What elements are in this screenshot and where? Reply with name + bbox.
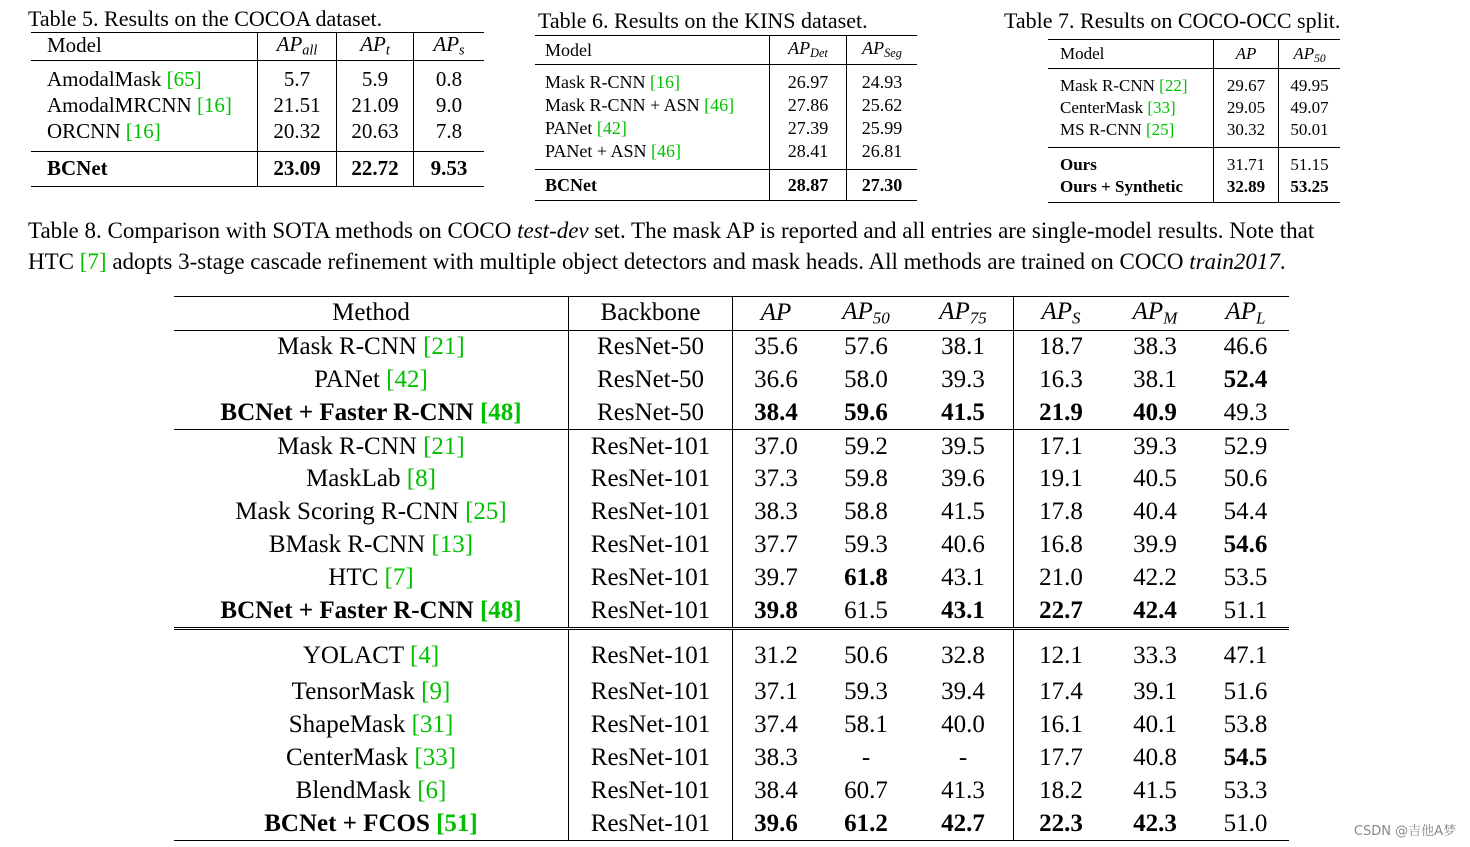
table-row: PANet + ASN [46] 28.41 26.81 [535, 140, 917, 170]
table7-caption: Table 7. Results on COCO-OCC split. [1004, 8, 1341, 33]
table7-ours-synthetic-row: Ours + Synthetic 32.89 53.25 [1048, 176, 1340, 203]
table6-header: Model $AP_{Det}$ $AP_{Seg}$ [535, 36, 917, 65]
table8-caption-line1: Table 8. Comparison with SOTA methods on COCO test-dev set. The mask AP is reported and all entries are single-model results. Note that [28, 218, 1315, 243]
table-row: HTC [7] ResNet-101 39.7 61.8 43.1 21.0 42.2 53.5 [174, 561, 1289, 594]
watermark: CSDN @吉他A梦 [1353, 824, 1456, 839]
table-row: TensorMask [9] ResNet-101 37.1 59.3 39.4 17.4 39.1 51.6 [174, 676, 1289, 709]
table-row: ORCNN [16] 20.32 20.63 7.8 [31, 119, 484, 152]
header-method: Method [174, 297, 569, 331]
table-row: MS R-CNN [25] 30.32 50.01 [1048, 119, 1340, 148]
table-row: AmodalMRCNN [16] 21.51 21.09 9.0 [31, 93, 484, 119]
table5-ours-row: BCNet 23.09 22.72 9.53 [31, 151, 484, 186]
table-row: PANet [42] 27.39 25.99 [535, 117, 917, 140]
table7-header: Model AP $AP_{50}$ [1048, 40, 1340, 69]
table5-header-ap-s: $AP_s$ [414, 32, 485, 60]
header-ap50: $AP_{50}$ [819, 297, 913, 331]
table-row: Mask Scoring R-CNN [25] ResNet-101 38.3 58.8 41.5 17.8 40.4 54.4 [174, 496, 1289, 529]
table-row: Mask R-CNN [22] 29.67 49.95 [1048, 69, 1340, 98]
table-row: BCNet + FCOS [51] ResNet-101 39.6 61.2 42.7 22.3 42.3 51.0 [174, 807, 1289, 840]
header-ap: AP [733, 297, 820, 331]
table8-header [174, 297, 1289, 331]
table-row: CenterMask [33] 29.05 49.07 [1048, 97, 1340, 119]
table-row: BCNet + Faster R-CNN [48] ResNet-101 39.8 61.5 43.1 22.7 42.4 51.1 [174, 594, 1289, 628]
table-row: Mask R-CNN [16] 26.97 24.93 [535, 65, 917, 95]
table-row: Mask R-CNN [21] ResNet-50 35.6 57.6 38.1 18.7 38.3 46.6 [174, 330, 1289, 363]
table5-header [31, 32, 484, 60]
table7 [1048, 40, 1340, 203]
table5-header-ap-t: $AP_t$ [337, 32, 414, 60]
table-row: PANet [42] ResNet-50 36.6 58.0 39.3 16.3 38.1 52.4 [174, 364, 1289, 397]
table6-caption: Table 6. Results on the KINS dataset. [538, 8, 868, 33]
header-aps: $AP_S$ [1014, 297, 1109, 331]
table-row: MaskLab [8] ResNet-101 37.3 59.8 39.6 19.1 40.5 50.6 [174, 463, 1289, 496]
table-row: ShapeMask [31] ResNet-101 37.4 58.1 40.0 16.1 40.1 53.8 [174, 709, 1289, 742]
table-row: Mask R-CNN [21] ResNet-101 37.0 59.2 39.5 17.1 39.3 52.9 [174, 430, 1289, 463]
header-backbone: Backbone [569, 297, 733, 331]
table-row: BlendMask [6] ResNet-101 38.4 60.7 41.3 18.2 41.5 53.3 [174, 774, 1289, 807]
table-row: CenterMask [33] ResNet-101 38.3 - - 17.7 40.8 54.5 [174, 742, 1289, 775]
table6 [535, 36, 917, 201]
table8-caption-line2: HTC [7] adopts 3-stage cascade refinement with multiple object detectors and mask heads. All methods are trained on COCO train2017. [28, 249, 1286, 274]
table5-header-ap-all: $AP_{all}$ [258, 32, 337, 60]
table-row: BCNet + Faster R-CNN [48] ResNet-50 38.4 59.6 41.5 21.9 40.9 49.3 [174, 396, 1289, 429]
table7-ours-row: Ours 31.71 51.15 [1048, 148, 1340, 177]
table8 [174, 296, 1289, 841]
header-ap75: $AP_{75}$ [913, 297, 1014, 331]
table6-ours-row: BCNet 28.87 27.30 [535, 170, 917, 201]
table5 [31, 32, 484, 187]
table5-caption: Table 5. Results on the COCOA dataset. [28, 6, 383, 31]
table-row: BMask R-CNN [13] ResNet-101 37.7 59.3 40.6 16.8 39.9 54.6 [174, 529, 1289, 562]
header-apm: $AP_M$ [1108, 297, 1202, 331]
table5-header-model: Model [47, 33, 102, 58]
table-row: Mask R-CNN + ASN [46] 27.86 25.62 [535, 94, 917, 117]
table-row: AmodalMask [65] 5.7 5.9 0.8 [31, 60, 484, 93]
table-row: YOLACT [4] ResNet-101 31.2 50.6 32.8 12.1 33.3 47.1 [174, 628, 1289, 676]
header-apl: $AP_L$ [1202, 297, 1289, 331]
